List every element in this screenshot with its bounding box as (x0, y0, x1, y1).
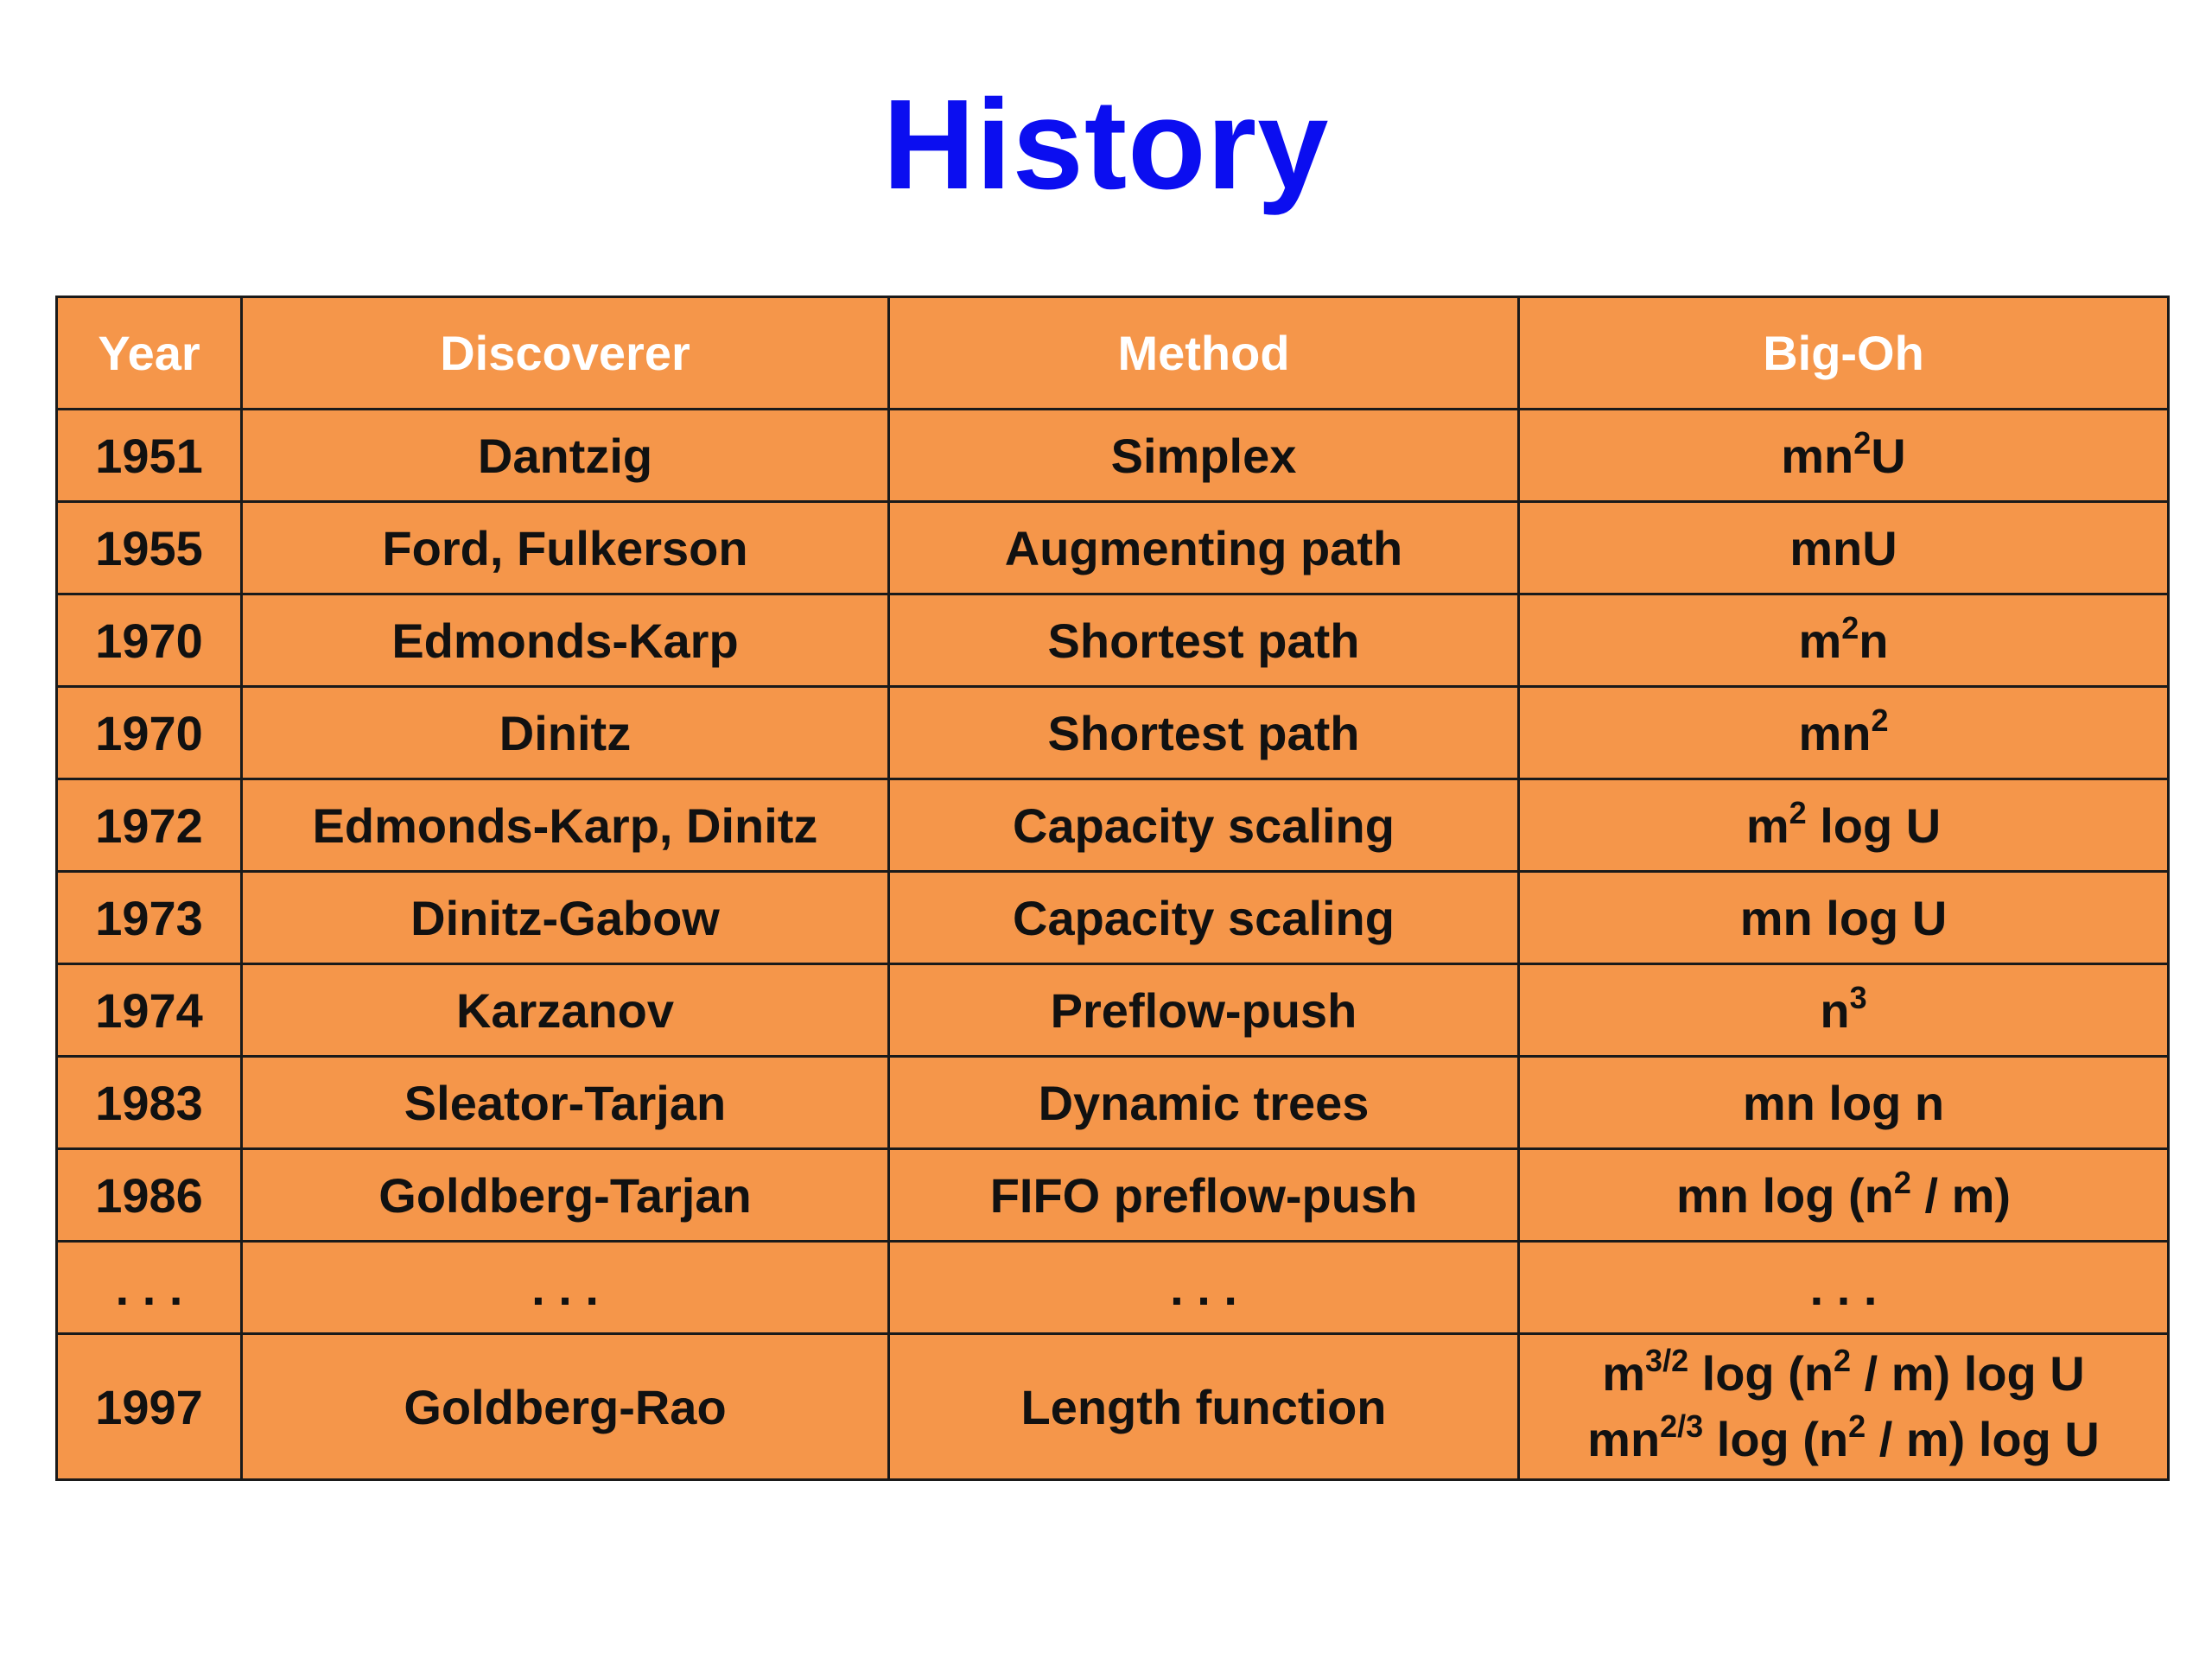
cell-year: 1986 (57, 1149, 242, 1242)
formula-text: m (1798, 613, 1842, 668)
cell-method: Dynamic trees (889, 1057, 1519, 1149)
cell-big-oh (1519, 964, 2169, 1057)
cell-method: FIFO preflow-push (889, 1149, 1519, 1242)
header-method: Method (889, 297, 1519, 410)
cell-big-oh (1519, 1149, 2169, 1242)
exponent: 3/2 (1645, 1343, 1689, 1378)
cell-big-oh (1519, 872, 2169, 964)
exponent: 2 (1789, 794, 1807, 830)
cell-discoverer: Goldberg-Tarjan (242, 1149, 889, 1242)
header-row (57, 297, 2169, 410)
cell-big-oh (1519, 779, 2169, 872)
cell-discoverer: Dantzig (242, 410, 889, 502)
cell-method: Length function (889, 1334, 1519, 1480)
table-row (57, 687, 2169, 779)
cell-year: 1997 (57, 1334, 242, 1480)
table-row (57, 1242, 2169, 1334)
formula-text: n (1859, 613, 1889, 668)
cell-method: Shortest path (889, 687, 1519, 779)
formula-text: / m) log U (1851, 1346, 2085, 1401)
formula-text: mn log (n (1675, 1167, 1894, 1223)
formula-text: mn (1798, 705, 1872, 760)
cell-big-oh (1519, 1057, 2169, 1149)
cell-discoverer: . . . (242, 1242, 889, 1334)
formula-text: log U (1806, 798, 1942, 853)
table-row (57, 594, 2169, 687)
header-big-oh: Big-Oh (1519, 297, 2169, 410)
table-row (57, 779, 2169, 872)
cell-big-oh (1519, 1334, 2169, 1480)
cell-method: Preflow-push (889, 964, 1519, 1057)
exponent: 2 (1841, 609, 1859, 645)
header-discoverer: Discoverer (242, 297, 889, 410)
table-row (57, 410, 2169, 502)
exponent: 2 (1893, 1164, 1911, 1200)
cell-discoverer: Karzanov (242, 964, 889, 1057)
cell-discoverer: Edmonds-Karp, Dinitz (242, 779, 889, 872)
exponent: 2 (1871, 702, 1889, 738)
table-body (57, 410, 2169, 1480)
formula-text: m (1602, 1346, 1646, 1401)
cell-year: . . . (57, 1242, 242, 1334)
formula-text: mn log U (1739, 890, 1948, 945)
slide-title: History (882, 73, 1330, 216)
cell-method: Capacity scaling (889, 872, 1519, 964)
formula-text: n (1820, 982, 1850, 1038)
header-year: Year (57, 297, 242, 410)
formula-text: mnU (1789, 520, 1897, 575)
table-row (57, 1334, 2169, 1480)
formula-text: / m) log U (1866, 1412, 2100, 1466)
formula-text: log (n (1703, 1412, 1849, 1466)
cell-year: 1973 (57, 872, 242, 964)
cell-discoverer: Sleator-Tarjan (242, 1057, 889, 1149)
table-row (57, 964, 2169, 1057)
formula-text: . . . (1809, 1260, 1878, 1315)
formula-text: mn log n (1742, 1075, 1945, 1130)
cell-year: 1970 (57, 687, 242, 779)
formula-text: mn (1781, 428, 1854, 483)
cell-discoverer: Dinitz (242, 687, 889, 779)
formula-text: U (1871, 428, 1906, 483)
cell-discoverer: Goldberg-Rao (242, 1334, 889, 1480)
formula-text: mn (1587, 1412, 1661, 1466)
table-row (57, 1149, 2169, 1242)
cell-discoverer: Edmonds-Karp (242, 594, 889, 687)
cell-big-oh (1519, 687, 2169, 779)
formula-text: log (n (1688, 1346, 1834, 1401)
cell-big-oh (1519, 410, 2169, 502)
cell-discoverer: Ford, Fulkerson (242, 502, 889, 594)
cell-method: Capacity scaling (889, 779, 1519, 872)
exponent: 2/3 (1660, 1408, 1704, 1444)
cell-year: 1955 (57, 502, 242, 594)
exponent: 2 (1853, 424, 1872, 461)
cell-year: 1970 (57, 594, 242, 687)
formula-text: / m) (1910, 1167, 2012, 1223)
cell-method: Augmenting path (889, 502, 1519, 594)
big-oh-line (1520, 1407, 2167, 1472)
formula-text: m (1745, 798, 1789, 853)
exponent: 3 (1849, 979, 1867, 1015)
table-row (57, 502, 2169, 594)
cell-discoverer: Dinitz-Gabow (242, 872, 889, 964)
cell-year: 1972 (57, 779, 242, 872)
cell-big-oh (1519, 594, 2169, 687)
table-row (57, 872, 2169, 964)
table-row (57, 1057, 2169, 1149)
exponent: 2 (1848, 1408, 1866, 1444)
cell-method: Shortest path (889, 594, 1519, 687)
cell-year: 1951 (57, 410, 242, 502)
cell-year: 1974 (57, 964, 242, 1057)
cell-year: 1983 (57, 1057, 242, 1149)
exponent: 2 (1834, 1343, 1852, 1378)
history-table (55, 296, 2170, 1481)
big-oh-line (1520, 1341, 2167, 1407)
cell-big-oh (1519, 502, 2169, 594)
cell-big-oh (1519, 1242, 2169, 1334)
cell-method: . . . (889, 1242, 1519, 1334)
cell-method: Simplex (889, 410, 1519, 502)
